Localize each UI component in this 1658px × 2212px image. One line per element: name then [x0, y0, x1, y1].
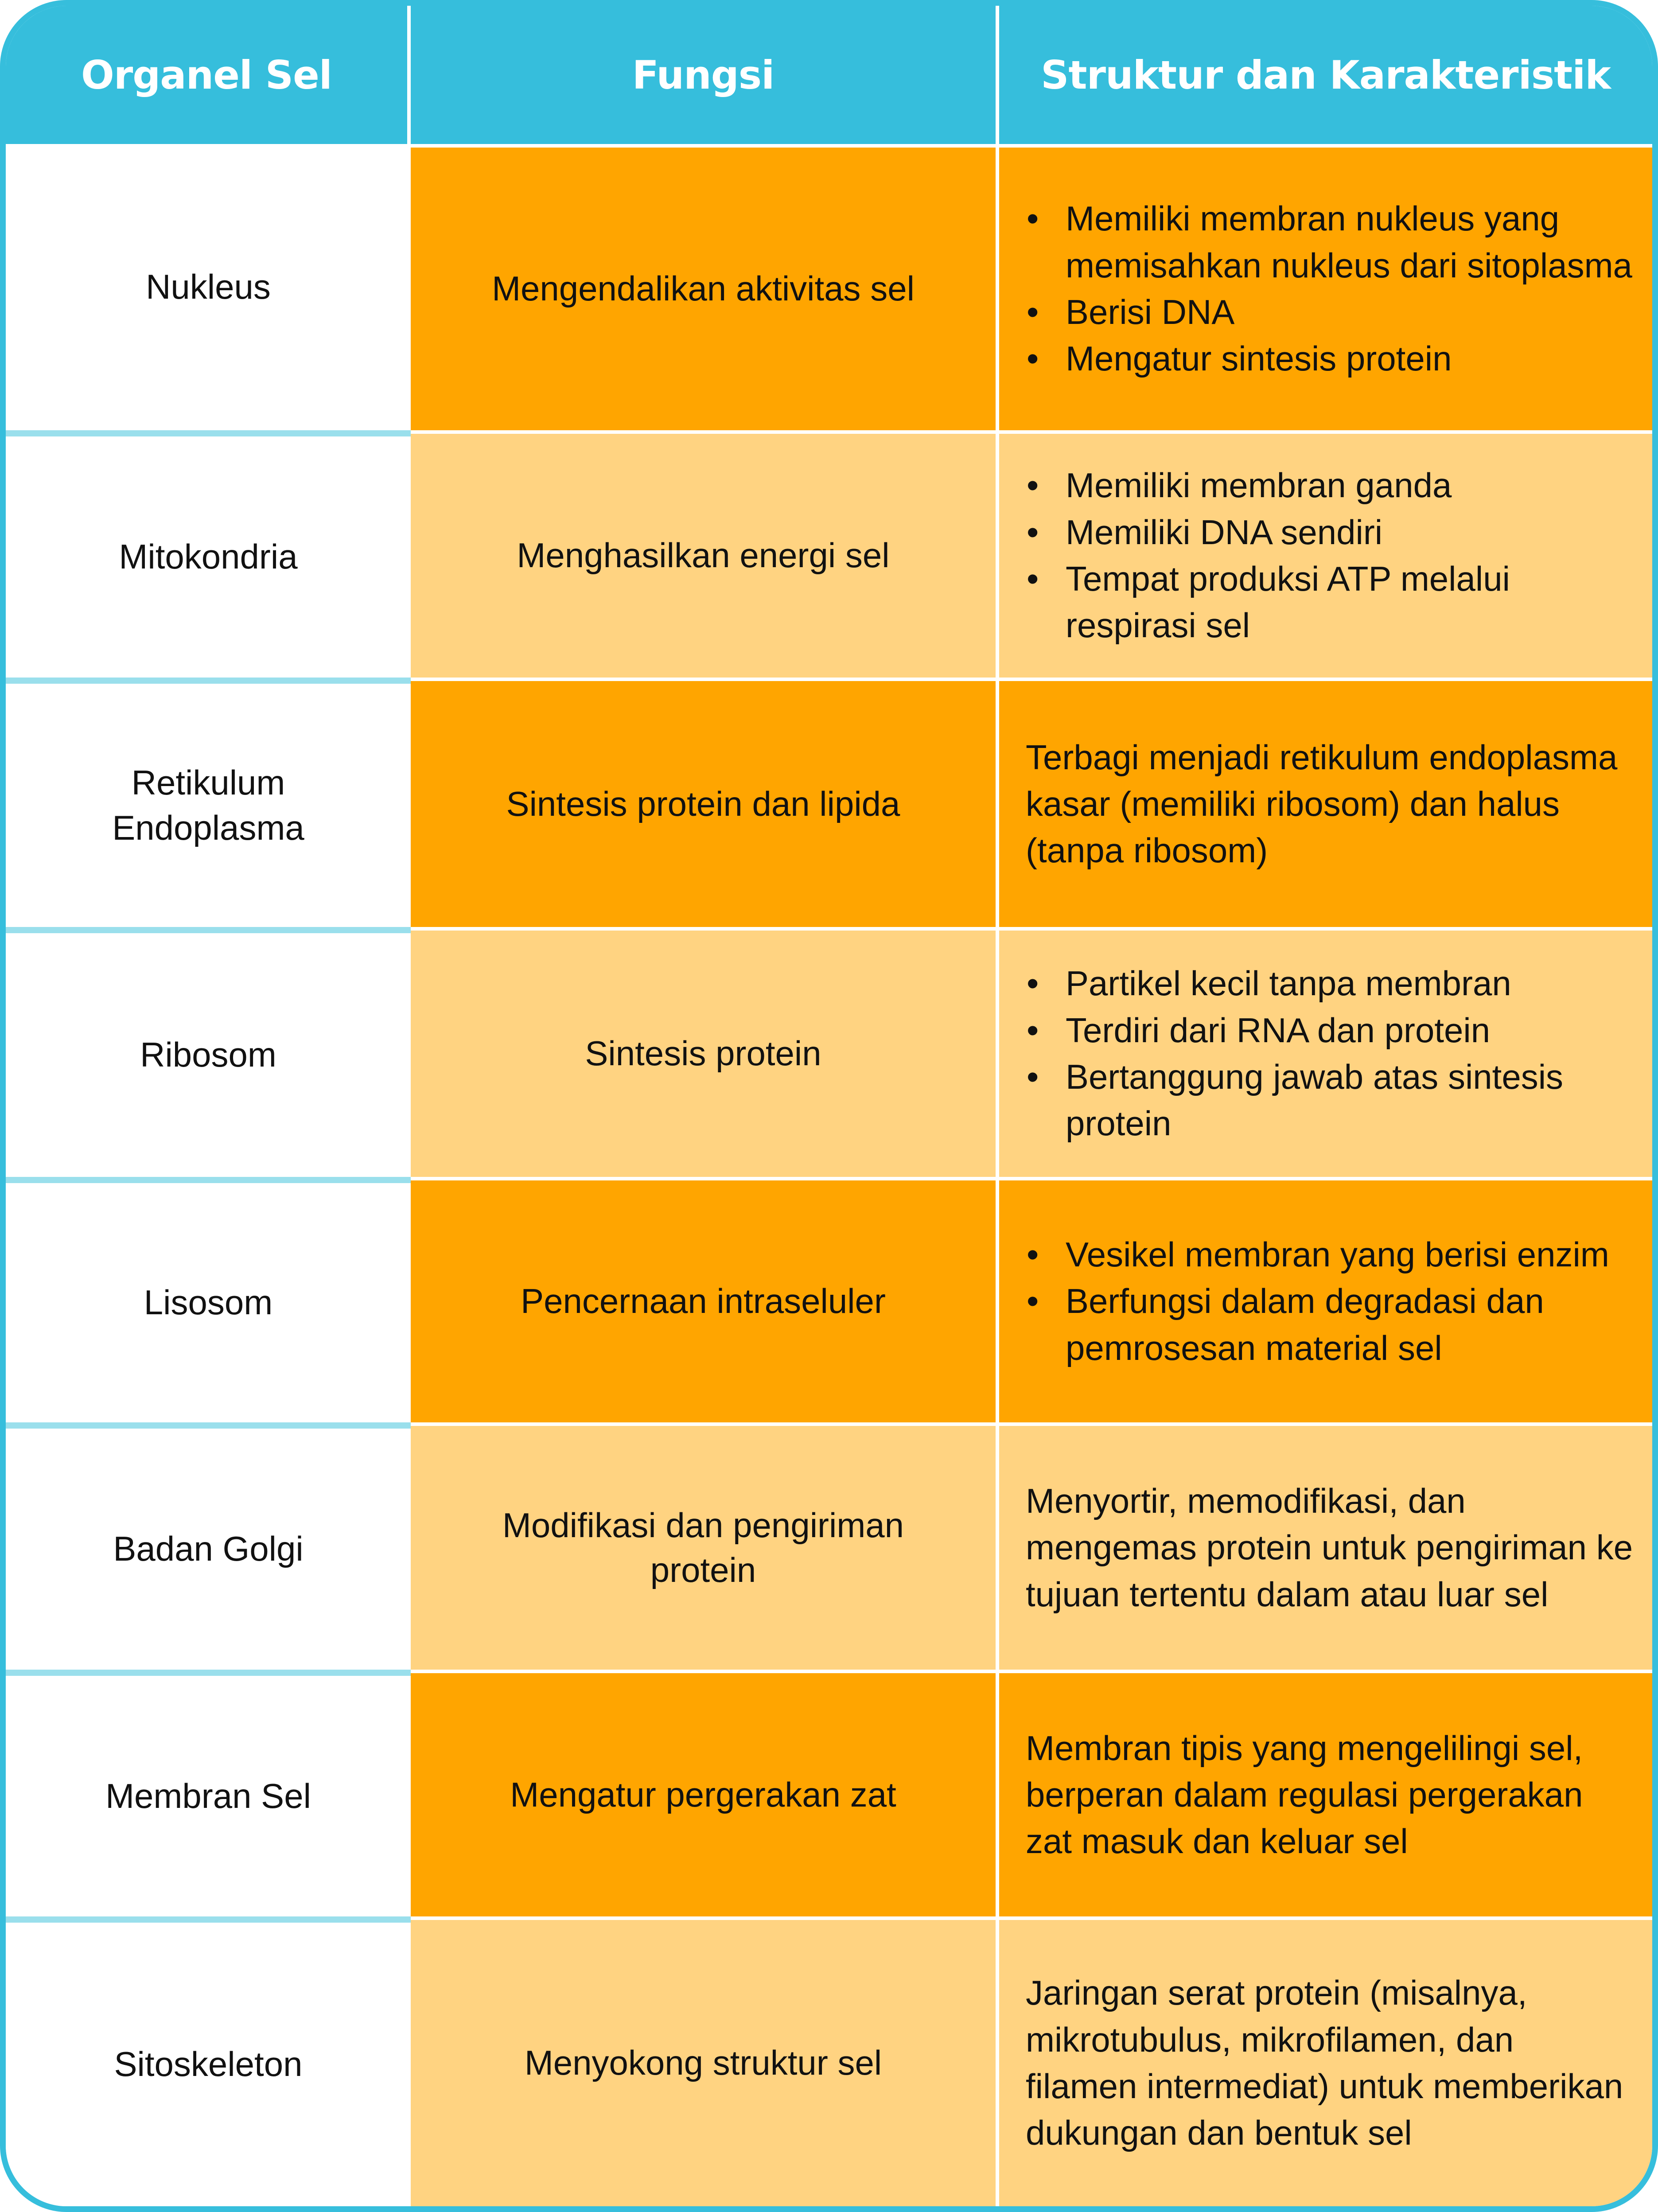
list-item: • Tempat produksi ATP melalui respirasi sel [1066, 556, 1635, 649]
cell-fungsi-sitoskeleton [411, 1916, 999, 2206]
struktur-list [1026, 1231, 1635, 1371]
cell-struktur-ribosom [999, 927, 1652, 1177]
cell-organel-sitoskeleton [6, 1916, 411, 2206]
fungsi-text: Menyokong struktur sel [524, 2043, 882, 2083]
cell-struktur-lisosom [999, 1177, 1652, 1422]
struktur-list [1026, 960, 1635, 1147]
header-label: Struktur dan Karakteristik [1041, 52, 1611, 98]
cell-struktur-nukleus [999, 144, 1652, 430]
cell-organel-mitokondria [6, 430, 411, 678]
list-item: • Memiliki DNA sendiri [1066, 509, 1635, 556]
list-item: • Memiliki membran nukleus yang memisahkan nukleus dari sitoplasma [1066, 195, 1635, 289]
struktur-text: Terbagi menjadi retikulum endoplasma kasar (memiliki ribosom) dan halus (tanpa ribosom) [1026, 737, 1618, 870]
fungsi-text: Modifikasi dan pengiriman protein [502, 1505, 904, 1589]
organel-name: Lisosom [144, 1283, 273, 1322]
fungsi-text: Pencernaan intraseluler [521, 1281, 886, 1321]
cell-struktur-retikulum-endoplasma [999, 678, 1652, 927]
struktur-text: Menyortir, memodifikasi, dan mengemas protein untuk pengiriman ke tujuan tertentu dalam atau luar sel [1026, 1481, 1633, 1614]
cell-organel-badan-golgi [6, 1422, 411, 1670]
organel-name: Badan Golgi [113, 1529, 304, 1569]
header-fungsi [411, 6, 999, 144]
header-label: Organel Sel [81, 52, 332, 98]
list-item: • Bertanggung jawab atas sintesis protein [1066, 1054, 1635, 1147]
cell-struktur-mitokondria [999, 430, 1652, 678]
cell-fungsi-nukleus [411, 144, 999, 430]
header-label: Fungsi [632, 52, 775, 98]
struktur-text: Membran tipis yang mengelilingi sel, berperan dalam regulasi pergerakan zat masuk dan keluar sel [1026, 1728, 1583, 1861]
struktur-text: Jaringan serat protein (misalnya, mikrotubulus, mikrofilamen, dan filamen intermediat) untuk memberikan dukungan dan bentuk sel [1026, 1973, 1623, 2153]
organel-name: Sitoskeleton [114, 2045, 303, 2084]
organel-name: Membran Sel [105, 1776, 311, 1815]
list-item: • Terdiri dari RNA dan protein [1066, 1007, 1635, 1054]
struktur-list [1026, 195, 1635, 382]
cell-organel-ribosom [6, 927, 411, 1177]
cell-organel-lisosom [6, 1177, 411, 1422]
cell-organel-retikulum-endoplasma [6, 678, 411, 927]
cell-fungsi-ribosom [411, 927, 999, 1177]
fungsi-text: Mengatur pergerakan zat [510, 1775, 896, 1814]
cell-struktur-membran-sel [999, 1670, 1652, 1916]
cell-fungsi-mitokondria [411, 430, 999, 678]
list-item: • Berfungsi dalam degradasi dan pemrosesan material sel [1066, 1278, 1635, 1371]
cell-fungsi-badan-golgi [411, 1422, 999, 1670]
organel-name: Retikulum Endoplasma [112, 763, 304, 847]
list-item: • Memiliki membran ganda [1066, 462, 1635, 509]
fungsi-text: Sintesis protein [585, 1034, 821, 1073]
list-item: • Vesikel membran yang berisi enzim [1066, 1231, 1635, 1278]
cell-fungsi-lisosom [411, 1177, 999, 1422]
fungsi-text: Mengendalikan aktivitas sel [492, 269, 915, 308]
list-item: • Partikel kecil tanpa membran [1066, 960, 1635, 1007]
cell-struktur-badan-golgi [999, 1422, 1652, 1670]
list-item: • Mengatur sintesis protein [1066, 335, 1635, 382]
organel-name: Mitokondria [119, 537, 298, 576]
fungsi-text: Sintesis protein dan lipida [506, 784, 900, 823]
struktur-list [1026, 462, 1635, 649]
header-struktur [999, 6, 1652, 144]
header-organel-sel [6, 6, 411, 144]
cell-fungsi-membran-sel [411, 1670, 999, 1916]
cell-fungsi-retikulum-endoplasma [411, 678, 999, 927]
organel-name: Ribosom [140, 1035, 276, 1075]
fungsi-text: Menghasilkan energi sel [517, 536, 890, 575]
list-item: • Berisi DNA [1066, 289, 1635, 335]
cell-organel-membran-sel [6, 1670, 411, 1916]
organelle-table [6, 6, 1652, 2206]
cell-struktur-sitoskeleton [999, 1916, 1652, 2206]
organel-name: Nukleus [146, 267, 271, 307]
cell-organel-nukleus [6, 144, 411, 430]
